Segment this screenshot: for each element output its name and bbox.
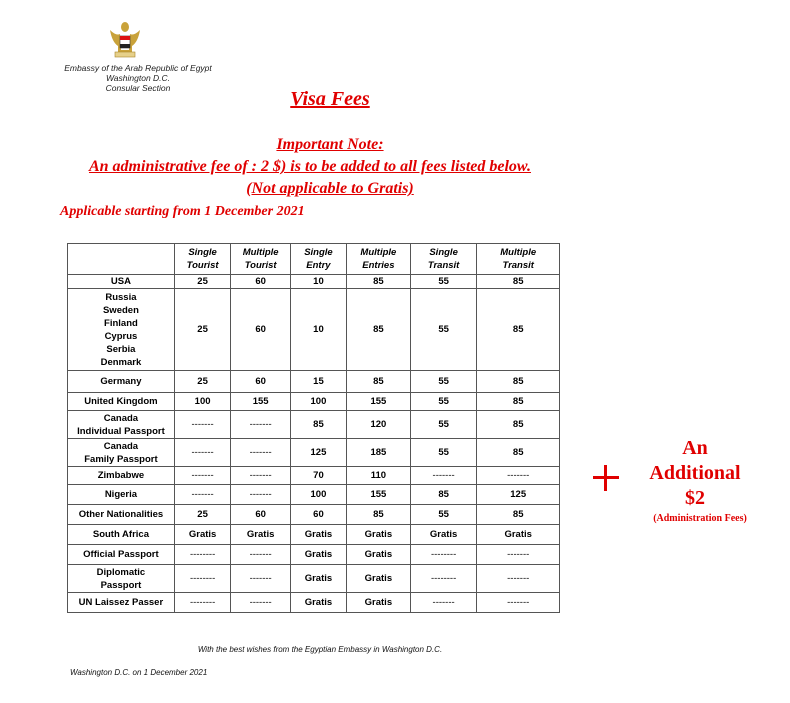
fee-cell: Gratis: [290, 525, 346, 545]
fee-cell: 110: [346, 467, 410, 485]
country-cell: [68, 289, 175, 371]
country-cell: [68, 505, 175, 525]
fee-cell: Gratis: [346, 545, 410, 565]
country-name-line: Zimbabwe: [97, 470, 145, 481]
additional-fee-line: Additional: [649, 462, 741, 484]
fee-cell: 25: [174, 275, 230, 289]
country-name-line: UN Laissez Passer: [78, 597, 164, 608]
fee-cell: -------: [231, 467, 291, 485]
fee-cell: Gratis: [290, 593, 346, 613]
fee-cell: 155: [346, 485, 410, 505]
country-cell: [68, 545, 175, 565]
fee-cell: 155: [231, 393, 291, 411]
fee-cell: -------: [477, 545, 560, 565]
country-name-line: Denmark: [100, 356, 142, 368]
fee-cell: 100: [290, 393, 346, 411]
footer-date: Washington D.C. on 1 December 2021: [70, 668, 208, 677]
fee-cell: 85: [477, 371, 560, 393]
embassy-line: Embassy of the Arab Republic of Egypt: [64, 63, 212, 73]
fee-cell: 185: [346, 439, 410, 467]
fee-cell: Gratis: [346, 525, 410, 545]
fee-cell: 60: [231, 289, 291, 371]
applicable-date-note: Applicable starting from 1 December 2021: [60, 204, 305, 219]
table-row: [68, 411, 560, 439]
column-header-line: Single: [429, 247, 458, 258]
column-header-line: Multiple: [360, 247, 397, 258]
fee-cell: 85: [477, 289, 560, 371]
fee-cell: Gratis: [346, 593, 410, 613]
administrative-fee-note: An administrative fee of : 2 $) is to be added to all fees listed below.: [88, 158, 531, 175]
fee-cell: --------: [410, 545, 477, 565]
country-name-line: Passport: [100, 579, 142, 591]
fee-cell: 85: [346, 371, 410, 393]
fee-cell: Gratis: [410, 525, 477, 545]
fee-cell: 55: [410, 289, 477, 371]
fee-cell: 100: [290, 485, 346, 505]
administration-fees-label: (Administration Fees): [653, 513, 747, 524]
country-cell: [68, 593, 175, 613]
country-name-line: Russia: [105, 291, 137, 303]
fee-cell: -------: [231, 485, 291, 505]
column-header-line: Entry: [306, 260, 331, 271]
table-row: [68, 485, 560, 505]
table-row: [68, 505, 560, 525]
column-header: [290, 244, 346, 275]
table-row: [68, 289, 560, 371]
fee-cell: -------: [174, 467, 230, 485]
country-name-line: Diplomatic: [96, 566, 146, 578]
column-header-line: Multiple: [242, 247, 279, 258]
column-header: [346, 244, 410, 275]
fee-cell: 15: [290, 371, 346, 393]
column-header-line: Transit: [502, 260, 534, 271]
country-cell: [68, 275, 175, 289]
fee-cell: -------: [231, 439, 291, 467]
fee-cell: 55: [410, 411, 477, 439]
country-name-line: Germany: [100, 376, 142, 387]
column-header: [477, 244, 560, 275]
table-row: [68, 439, 560, 467]
fee-cell: -------: [231, 411, 291, 439]
country-name-line: Sweden: [102, 304, 139, 316]
country-name-line: USA: [110, 276, 131, 287]
fee-cell: 25: [174, 505, 230, 525]
country-name-line: Official Passport: [83, 549, 159, 560]
fee-cell: Gratis: [231, 525, 291, 545]
table-row: [68, 393, 560, 411]
fee-cell: Gratis: [477, 525, 560, 545]
fee-cell: --------: [174, 545, 230, 565]
column-header-line: Tourist: [244, 260, 277, 271]
fee-cell: -------: [231, 545, 291, 565]
embassy-header: [58, 63, 218, 93]
country-name-line: Serbia: [106, 343, 136, 355]
fee-cell: 55: [410, 371, 477, 393]
visa-fees-table: [67, 243, 560, 613]
table-row: [68, 525, 560, 545]
fee-cell: 85: [410, 485, 477, 505]
country-name-line: Cyprus: [104, 330, 138, 342]
fee-cell: 55: [410, 505, 477, 525]
table-header-row: [68, 244, 560, 275]
fee-cell: 85: [346, 275, 410, 289]
page-title: Visa Fees: [290, 88, 370, 110]
fee-cell: 25: [174, 289, 230, 371]
fee-cell: 60: [231, 505, 291, 525]
country-cell: [68, 439, 175, 467]
gratis-exception-note: (Not applicable to Gratis): [246, 180, 414, 197]
fee-cell: 85: [477, 275, 560, 289]
fee-cell: -------: [410, 593, 477, 613]
fee-cell: 85: [477, 393, 560, 411]
fee-cell: -------: [477, 565, 560, 593]
fee-cell: 125: [290, 439, 346, 467]
fee-cell: 85: [346, 505, 410, 525]
fee-cell: 85: [290, 411, 346, 439]
fee-cell: 55: [410, 393, 477, 411]
country-cell: [68, 467, 175, 485]
fee-cell: -------: [174, 485, 230, 505]
column-header: [410, 244, 477, 275]
column-header-line: Single: [304, 247, 333, 258]
fee-cell: 125: [477, 485, 560, 505]
fee-cell: -------: [231, 593, 291, 613]
table-row: [68, 593, 560, 613]
country-cell: [68, 411, 175, 439]
column-header-line: Single: [188, 247, 217, 258]
fee-cell: 85: [477, 439, 560, 467]
fee-cell: Gratis: [174, 525, 230, 545]
eagle-emblem-icon: [108, 20, 142, 60]
column-header-line: Entries: [362, 260, 395, 271]
fee-cell: --------: [410, 565, 477, 593]
fee-cell: -------: [477, 593, 560, 613]
fee-cell: 60: [231, 371, 291, 393]
country-cell: [68, 371, 175, 393]
column-header-country: [68, 244, 175, 275]
embassy-line: Washington D.C.: [105, 73, 171, 83]
fee-cell: 55: [410, 275, 477, 289]
embassy-line: Consular Section: [105, 83, 171, 93]
fee-cell: 60: [290, 505, 346, 525]
column-header: [231, 244, 291, 275]
fee-cell: Gratis: [290, 565, 346, 593]
table-row: [68, 545, 560, 565]
additional-fee-note: [630, 436, 760, 511]
plus-icon: [591, 463, 621, 493]
country-name-line: Family Passport: [84, 453, 158, 465]
country-name-line: South Africa: [92, 529, 149, 540]
fee-cell: -------: [174, 411, 230, 439]
country-cell: [68, 485, 175, 505]
fee-cell: 85: [346, 289, 410, 371]
fee-cell: 155: [346, 393, 410, 411]
fee-cell: 55: [410, 439, 477, 467]
additional-fee-line: $2: [685, 487, 705, 509]
country-cell: [68, 393, 175, 411]
fee-cell: -------: [410, 467, 477, 485]
country-name-line: Individual Passport: [77, 425, 165, 437]
fee-cell: -------: [477, 467, 560, 485]
best-wishes-footer: With the best wishes from the Egyptian Embassy in Washington D.C.: [197, 645, 443, 654]
country-name-line: United Kingdom: [84, 396, 158, 407]
country-cell: [68, 565, 175, 593]
table-row: [68, 467, 560, 485]
fee-cell: -------: [231, 565, 291, 593]
country-name-line: Canada: [103, 412, 139, 424]
country-name-line: Other Nationalities: [78, 509, 164, 520]
table-row: [68, 565, 560, 593]
fee-cell: 85: [477, 505, 560, 525]
column-header-line: Transit: [427, 260, 460, 271]
fee-cell: -------: [174, 439, 230, 467]
fee-cell: 10: [290, 289, 346, 371]
country-name-line: Canada: [103, 440, 139, 452]
additional-fee-line: An: [682, 437, 708, 459]
fee-cell: 10: [290, 275, 346, 289]
fee-cell: 70: [290, 467, 346, 485]
column-header-line: Multiple: [500, 247, 537, 258]
fee-cell: Gratis: [290, 545, 346, 565]
important-note-heading: Important Note:: [276, 136, 384, 153]
fee-cell: 85: [477, 411, 560, 439]
fee-cell: --------: [174, 565, 230, 593]
fee-cell: 60: [231, 275, 291, 289]
fee-cell: 120: [346, 411, 410, 439]
column-header: [174, 244, 230, 275]
fee-cell: 25: [174, 371, 230, 393]
column-header-line: Tourist: [186, 260, 219, 271]
table-row: [68, 275, 560, 289]
fee-cell: Gratis: [346, 565, 410, 593]
table-row: [68, 371, 560, 393]
fee-cell: 100: [174, 393, 230, 411]
country-name-line: Nigeria: [104, 489, 138, 500]
fee-cell: --------: [174, 593, 230, 613]
country-name-line: Finland: [104, 317, 138, 329]
country-cell: [68, 525, 175, 545]
